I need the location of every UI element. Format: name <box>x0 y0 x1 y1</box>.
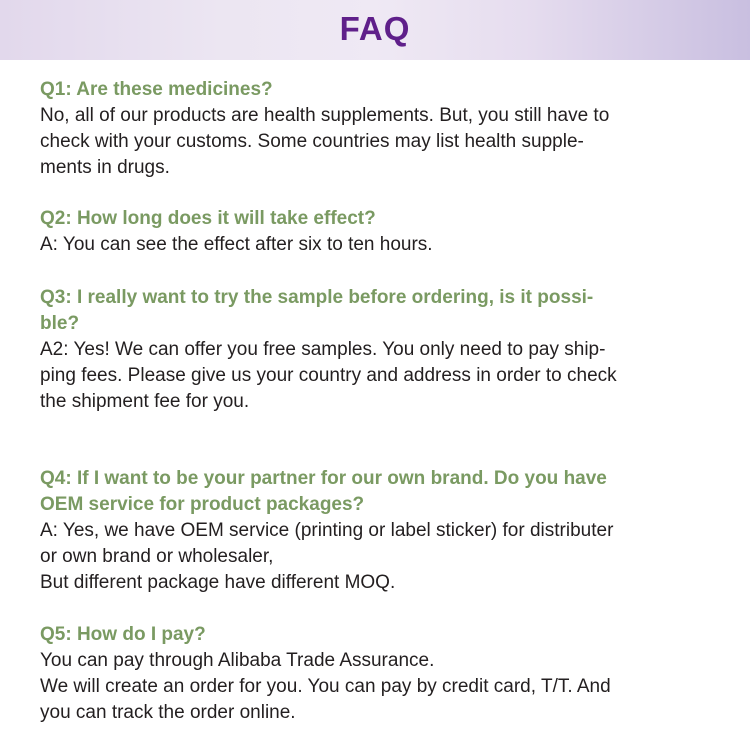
answer-line: or own brand or wholesaler, <box>40 546 274 567</box>
question-line: Q1: Are these medicines? <box>40 79 273 100</box>
answer-line: No, all of our products are health supplements. But, you still have to <box>40 105 610 126</box>
answer-line: We will create an order for you. You can pay by credit card, T/T. And <box>40 676 611 697</box>
question-line: Q3: I really want to try the sample before ordering, is it possi- <box>40 287 594 308</box>
faq-answer <box>40 518 720 596</box>
answer-line: A: Yes, we have OEM service (printing or label sticker) for distributer <box>40 520 614 541</box>
page-title: FAQ <box>339 10 411 47</box>
faq-question <box>40 466 720 518</box>
answer-line: A2: Yes! We can offer you free samples. You only need to pay ship- <box>40 339 606 360</box>
faq-item-2 <box>40 206 720 258</box>
faq-item-4 <box>40 466 720 596</box>
question-line: Q5: How do I pay? <box>40 624 206 645</box>
faq-question <box>40 285 720 337</box>
faq-item-3 <box>40 285 720 415</box>
answer-line: you can track the order online. <box>40 702 296 723</box>
question-line: ble? <box>40 313 80 334</box>
answer-line: ments in drugs. <box>40 157 170 178</box>
faq-answer <box>40 103 720 181</box>
answer-line: You can pay through Alibaba Trade Assurance. <box>40 650 435 671</box>
faq-header-banner <box>0 0 750 60</box>
answer-line: A: You can see the effect after six to ten hours. <box>40 234 433 255</box>
faq-question <box>40 77 720 103</box>
faq-item-5 <box>40 622 720 726</box>
answer-line: check with your customs. Some countries may list health supple- <box>40 131 584 152</box>
question-line: OEM service for product packages? <box>40 494 365 515</box>
question-line: Q4: If I want to be your partner for our own brand. Do you have <box>40 468 607 489</box>
answer-line: But different package have different MOQ. <box>40 572 396 593</box>
faq-answer <box>40 232 720 258</box>
answer-line: ping fees. Please give us your country and address in order to check <box>40 365 617 386</box>
faq-answer <box>40 648 720 726</box>
question-line: Q2: How long does it will take effect? <box>40 208 376 229</box>
faq-question <box>40 622 720 648</box>
answer-line: the shipment fee for you. <box>40 391 250 412</box>
faq-answer <box>40 337 720 415</box>
faq-question <box>40 206 720 232</box>
faq-item-1 <box>40 77 720 181</box>
